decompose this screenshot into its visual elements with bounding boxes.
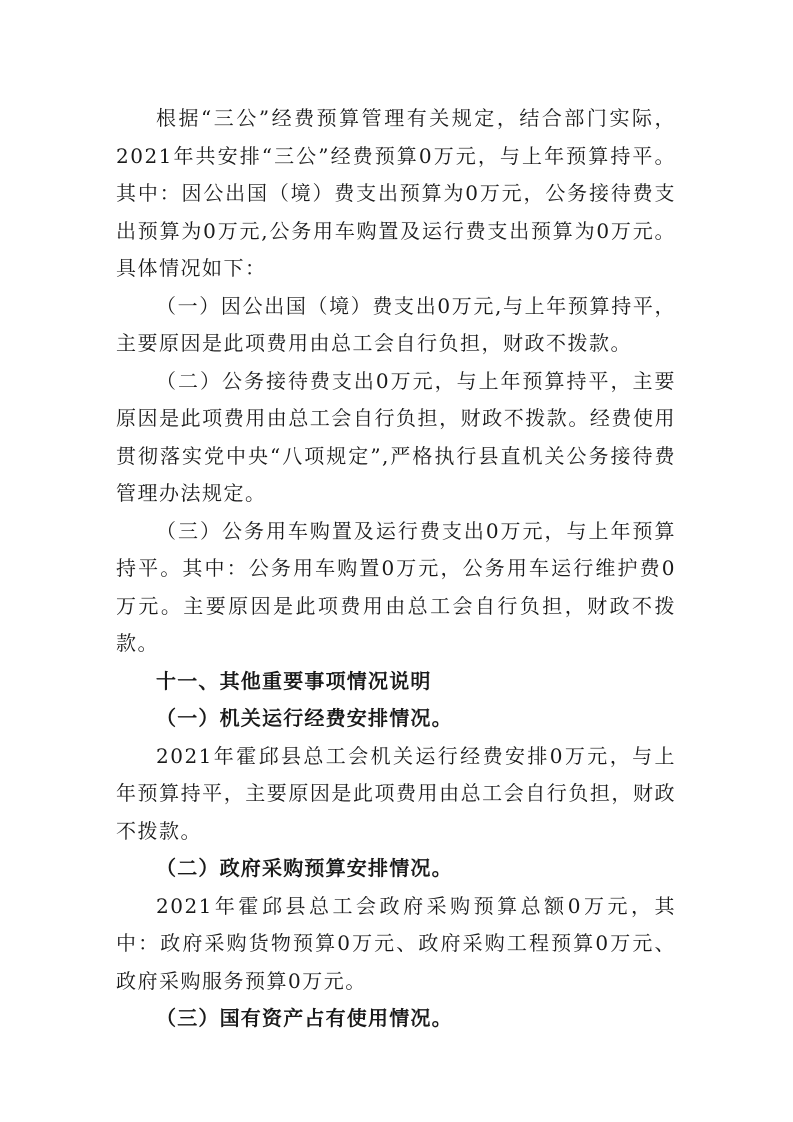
paragraph-intro: 根据“三公”经费预算管理有关规定，结合部门实际，2021年共安排“三公”经费预算0万元，与上年预算持平。其中：因公出国（境）费支出预算为0万元，公务接待费支出预算为0万元,公务用车购置及运行费支出预算为0万元。具体情况如下： <box>116 106 676 280</box>
paragraph-vehicles: （三）公务用车购置及运行费支出0万元，与上年预算持平。其中：公务用车购置0万元，公务用车运行维护费0万元。主要原因是此项费用由总工会自行负担，财政不拨款。 <box>116 518 676 655</box>
subsection-title-operating-funds: （一）机关运行经费安排情况。 <box>156 706 453 730</box>
document-body <box>116 100 676 1038</box>
paragraph-overseas-travel: （一）因公出国（境）费支出0万元,与上年预算持平，主要原因是此项费用由总工会自行负担，财政不拨款。 <box>116 293 676 355</box>
subsection-title-procurement: （二）政府采购预算安排情况。 <box>156 856 453 880</box>
subsection-title-state-assets: （三）国有资产占有使用情况。 <box>156 1006 453 1030</box>
paragraph-procurement: 2021年霍邱县总工会政府采购预算总额0万元，其中：政府采购货物预算0万元、政府采购工程预算0万元、政府采购服务预算0万元。 <box>116 893 676 993</box>
paragraph-operating-funds: 2021年霍邱县总工会机关运行经费安排0万元，与上年预算持平，主要原因是此项费用由总工会自行负担，财政不拨款。 <box>116 743 676 843</box>
paragraph-reception: （二）公务接待费支出0万元，与上年预算持平，主要原因是此项费用由总工会自行负担，财政不拨款。经费使用贯彻落实党中央“八项规定”,严格执行县直机关公务接待费管理办法规定。 <box>116 368 676 505</box>
section-title: 十一、其他重要事项情况说明 <box>156 668 432 693</box>
